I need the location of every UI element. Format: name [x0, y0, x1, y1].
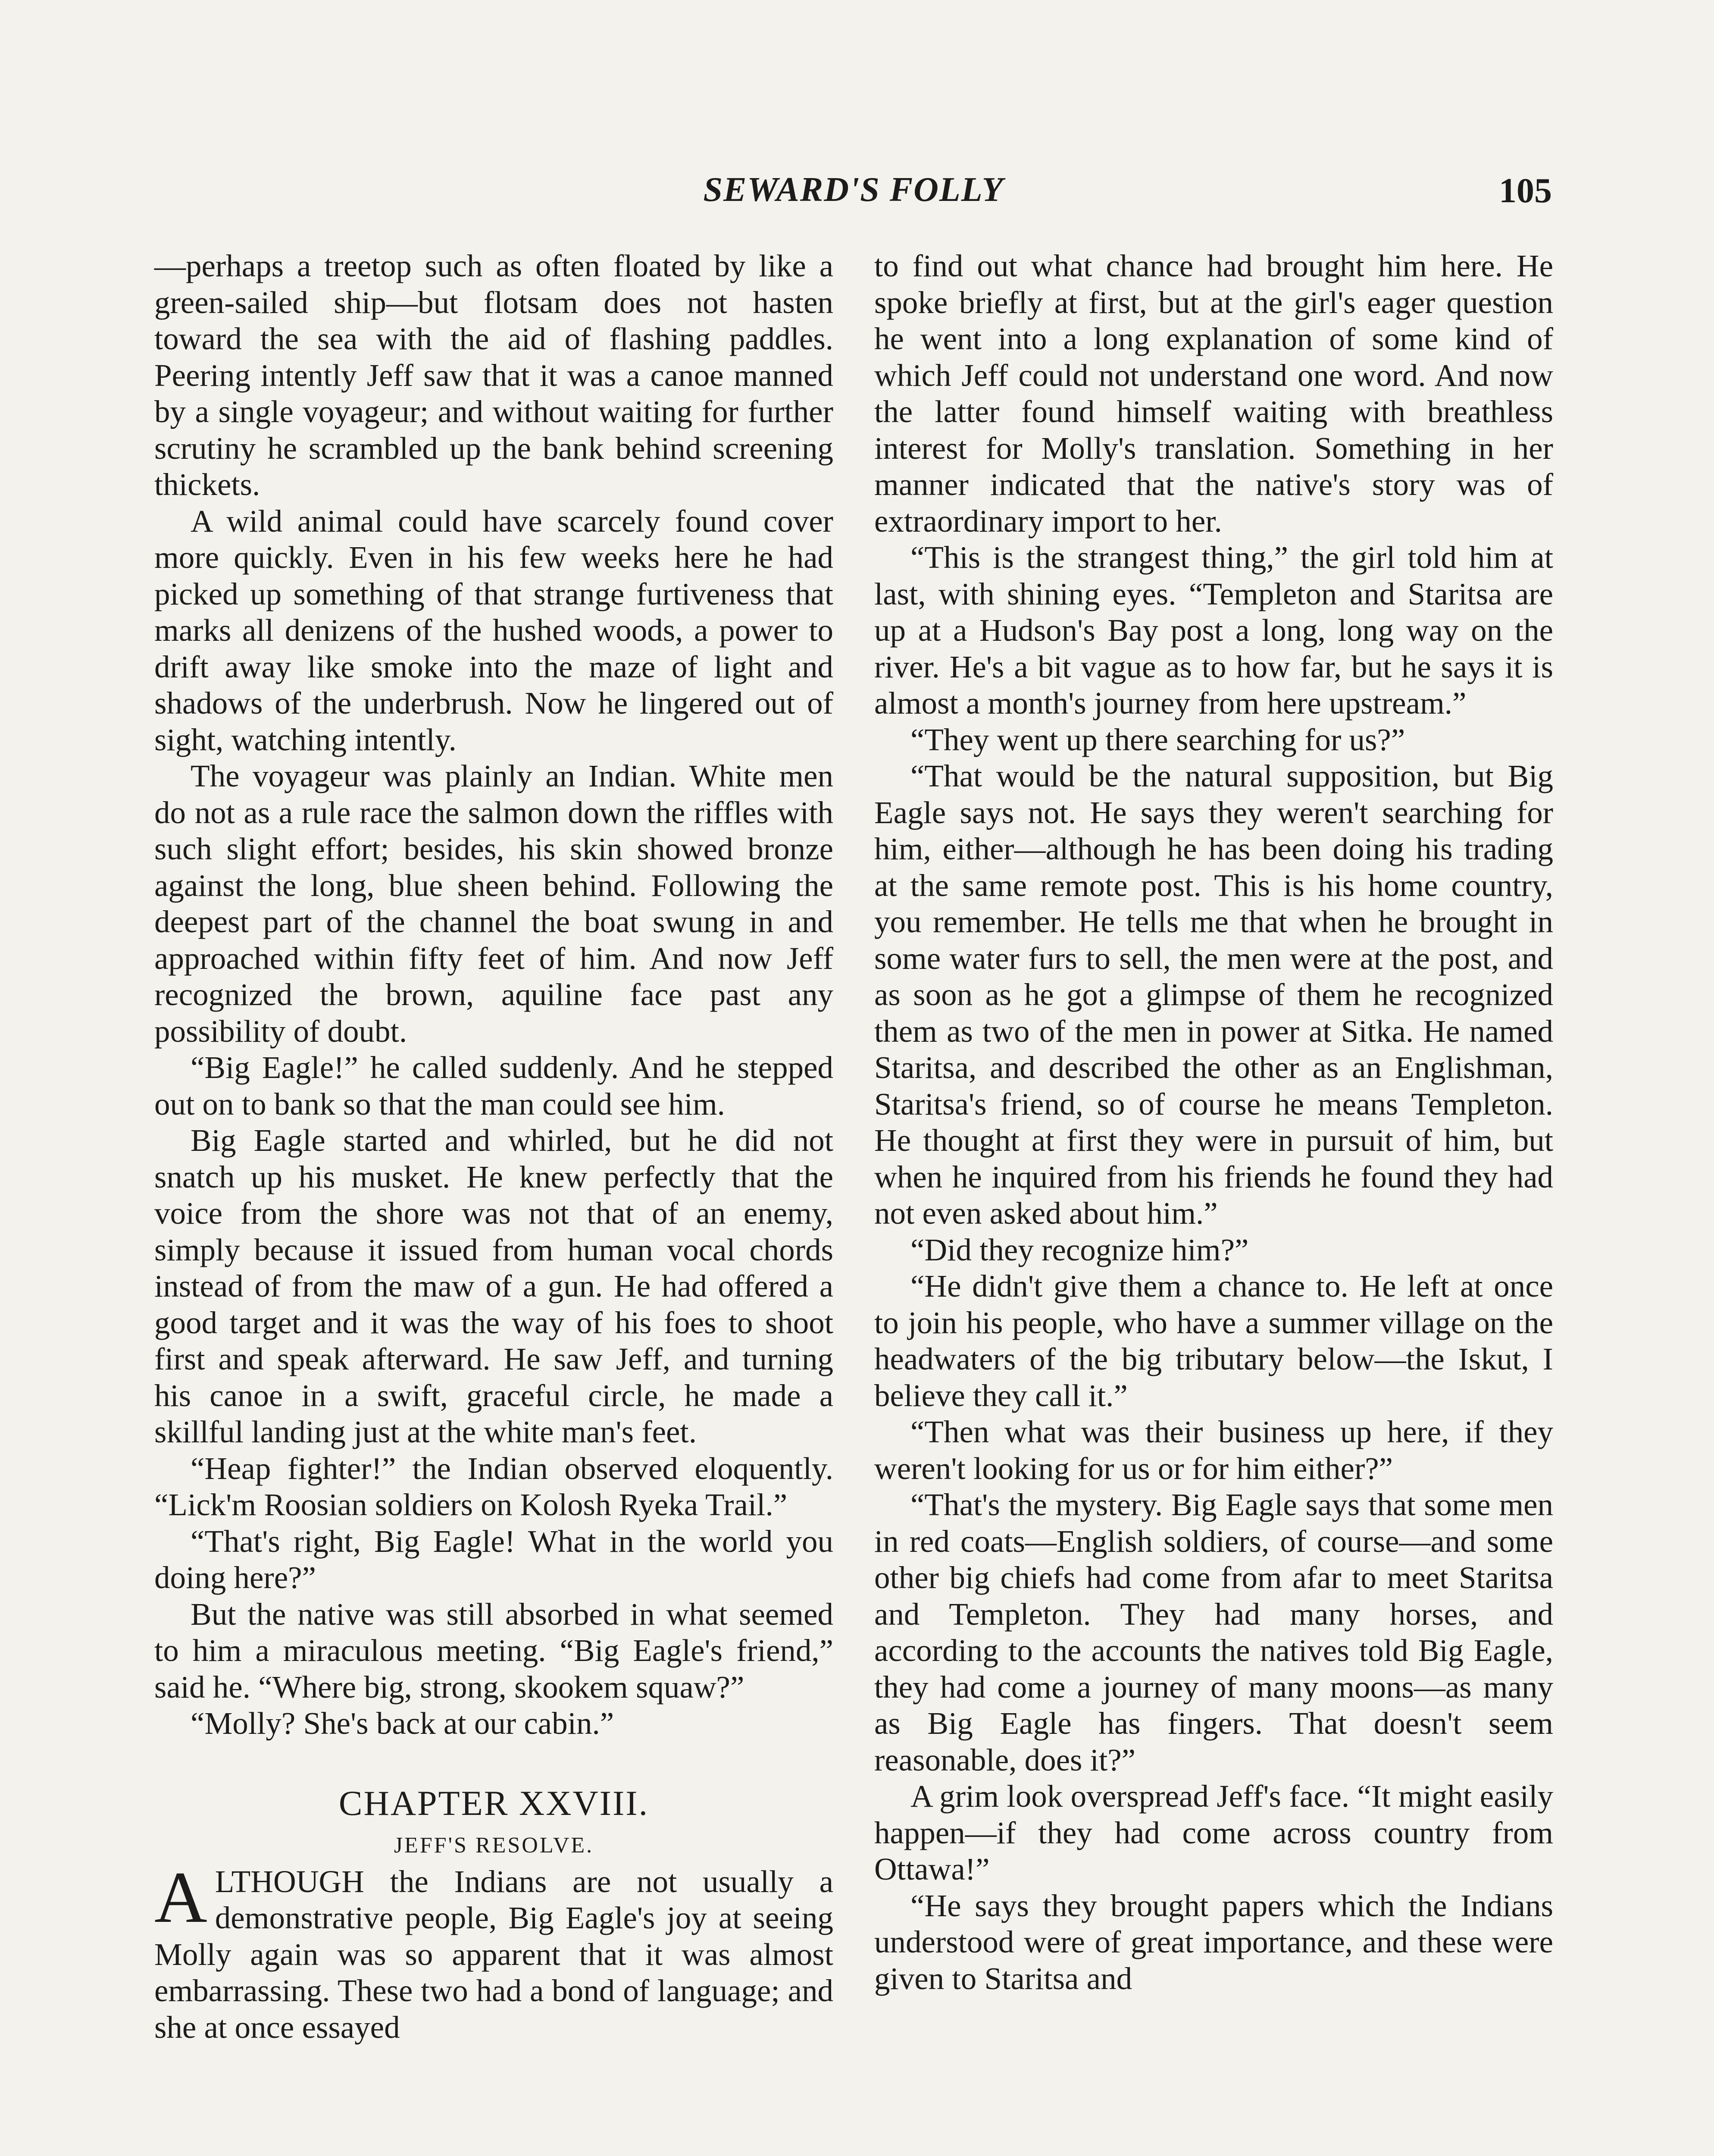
paragraph: “That's the mystery. Big Eagle says that some men in red coats—English soldiers, of course—and some other big chiefs had come from afar to meet Staritsa and Templeton. They had many horses, and according to the accounts the natives told Big Eagle, they had come a journey of many moons—as many as Big Eagle has fingers. That doesn't seem reasonable, does it?”	[874, 1487, 1553, 1777]
paragraph: “Molly? She's back at our cabin.”	[191, 1706, 614, 1741]
paragraph: to find out what chance had brought him here. He spoke briefly at first, but at the girl's eager question he went into a long explanation of some kind of which Jeff could not understand one word. And now the latter found himself waiting with breathless interest for Molly's translation. Something in her manner indicated that the native's story was of extraordinary import to her.	[874, 248, 1553, 539]
paragraph: Big Eagle started and whirled, but he did not snatch up his musket. He knew perfectly that the voice from the shore was not that of an enemy, simply because it issued from human vocal chords instead of from the maw of a gun. He had offered a good target and it was the way of his foes to shoot first and speak afterward. He saw Jeff, and turning his canoe in a swift, graceful circle, he made a skillful landing just at the white man's feet.	[154, 1123, 833, 1449]
page-header	[155, 170, 1552, 222]
paragraph: The voyageur was plainly an Indian. White men do not as a rule race the salmon down the riffles with such slight effort; besides, his skin showed bronze against the long, blue sheen behind. Following the deepest part of the channel the boat swung in and approached within fifty feet of him. And now Jeff recognized the brown, aquiline face past any possibility of doubt.	[154, 758, 833, 1049]
running-title: SEWARD'S FOLLY	[703, 171, 1004, 209]
page-number: 105	[1499, 171, 1552, 210]
paragraph: “That's right, Big Eagle! What in the world you doing here?”	[154, 1523, 833, 1595]
paragraph: “This is the strangest thing,” the girl told him at last, with shining eyes. “Templeton and Staritsa are up at a Hudson's Bay post a long, long way on the river. He's a bit vague as to how far, but he says it is almost a month's journey from here upstream.”	[874, 540, 1553, 721]
chapter-opening-text: LTHOUGH the Indians are not usually a demonstrative people, Big Eagle's joy at seeing Molly again was so apparent that it was almost embarrassing. These two had a bond of language; and she at once essayed	[154, 1864, 833, 2045]
paragraph: “Then what was their business up here, if they weren't looking for us or for him either?”	[874, 1414, 1553, 1486]
left-column	[154, 248, 833, 2046]
chapter-subtitle: JEFF'S RESOLVE.	[394, 1833, 594, 1858]
paragraph: “Big Eagle!” he called suddenly. And he stepped out on to bank so that the man could see him.	[154, 1050, 833, 1122]
paragraph: “Heap fighter!” the Indian observed eloquently. “Lick'm Roosian soldiers on Kolosh Ryeka Trail.”	[154, 1451, 833, 1522]
paragraph: “He says they brought papers which the Indians understood were of great importance, and these were given to Staritsa and	[874, 1888, 1553, 1996]
chapter-heading: CHAPTER XXVIII.	[338, 1783, 649, 1823]
paragraph: A wild animal could have scarcely found cover more quickly. Even in his few weeks here he had picked up something of that strange furtiveness that marks all denizens of the hushed woods, a power to drift away like smoke into the maze of light and shadows of the underbrush. Now he lingered out of sight, watching intently.	[154, 503, 833, 757]
paragraph: “He didn't give them a chance to. He left at once to join his people, who have a summer village on the headwaters of the big tributary below—the Iskut, I believe they call it.”	[874, 1269, 1553, 1413]
right-column	[874, 248, 1553, 1997]
paragraph: But the native was still absorbed in what seemed to him a miraculous meeting. “Big Eagle's friend,” said he. “Where big, strong, skookem squaw?”	[154, 1596, 833, 1705]
paragraph: “Did they recognize him?”	[910, 1232, 1249, 1267]
paragraph: “They went up there searching for us?”	[910, 722, 1405, 757]
chapter-opening-paragraph	[154, 1856, 833, 2046]
paragraph: A grim look overspread Jeff's face. “It might easily happen—if they had come across country from Ottawa!”	[874, 1779, 1553, 1887]
paragraph: “That would be the natural supposition, but Big Eagle says not. He says they weren't searching for him, either—although he has been doing his trading at the same remote post. This is his home country, you remember. He tells me that when he brought in some water furs to sell, the men were at the post, and as soon as he got a glimpse of them he recognized them as two of the men in power at Sitka. He named Staritsa, and described the other as an Englishman, Staritsa's friend, so of course he means Templeton. He thought at first they were in pursuit of him, but when he inquired from his friends he found they had not even asked about him.”	[874, 758, 1553, 1231]
drop-cap: A	[154, 1856, 207, 1938]
paragraph: —perhaps a treetop such as often floated by like a green-sailed ship—but flotsam does not hasten toward the sea with the aid of flashing paddles. Peering intently Jeff saw that it was a canoe manned by a single voyageur; and without waiting for further scrutiny he scrambled up the bank behind screening thickets.	[154, 248, 833, 502]
